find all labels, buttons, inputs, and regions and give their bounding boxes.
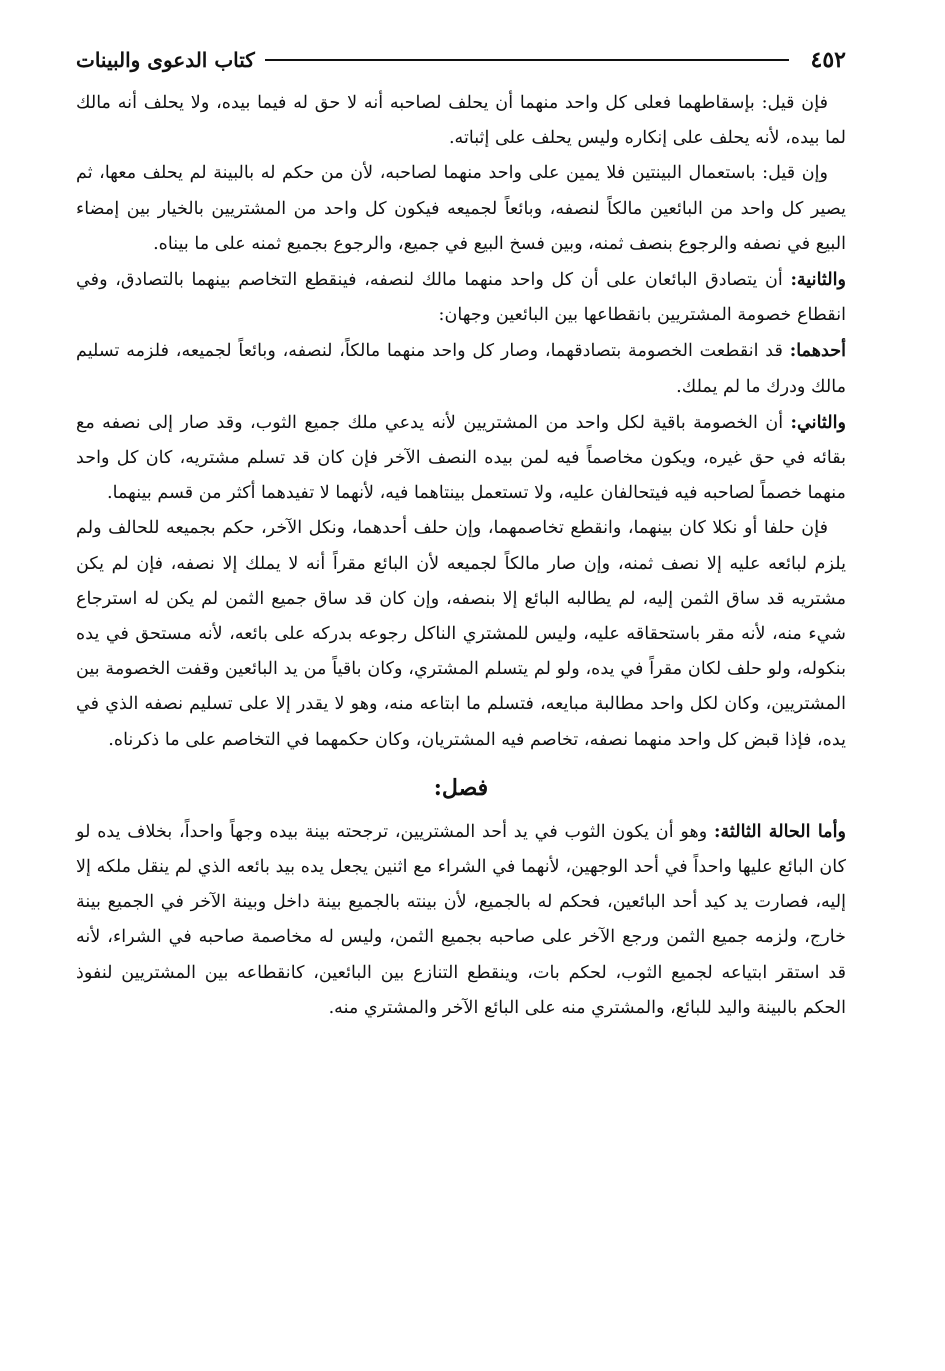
- page-body: [76, 86, 846, 1026]
- book-page: [76, 40, 846, 1026]
- paragraph: [76, 262, 846, 333]
- paragraph: [76, 405, 846, 512]
- paragraph-lead: وأما الحالة الثالثة:: [713, 820, 846, 842]
- paragraph: [76, 333, 846, 404]
- paragraph: [76, 814, 846, 1026]
- paragraph-text: قد انقطعت الخصومة بتصادقهما، وصار كل واحد منهما مالكاً، لنصفه، وبائعاً لجميعه، فلزمه تسليم مالك ودرك ما لم يملك.: [76, 341, 846, 397]
- paragraph: [76, 156, 846, 262]
- paragraph: [76, 511, 846, 757]
- paragraph: [76, 86, 846, 156]
- book-title: كتاب الدعوى والبينات: [76, 48, 255, 72]
- paragraph-text: أن يتصادق البائعان على أن كل واحد منهما مالك لنصفه، فينقطع التخاصم بينهما بالتصادق، وفي انقطاع خصومة المشتريين بانقطاعها بين البائعين وجهان:: [76, 270, 846, 326]
- paragraph-lead: والثانية:: [790, 269, 846, 291]
- paragraph-text: وإن قيل: باستعمال البينتين فلا يمين على واحد منهما لصاحبه، لأن من حكم له بالبينة لم يحلف معها، ثم يصير كل واحد من البائعين مالكاً لنصفه، وبائعاً لجميعه فيكون كل واحد من المشتريين بالخيار بين إمضاء البيع في نصفه والرجوع بنصف ثمنه، وبين فسخ البيع في جميع، والرجوع بجميع ثمنه على ما بيناه.: [76, 163, 846, 254]
- paragraph-text: فإن قيل: بإسقاطهما فعلى كل واحد منهما أن يحلف لصاحبه أنه لا حق له فيما بيده، ولا يحلف أنه مالك لما بيده، لأنه يحلف على إنكاره وليس يحلف على إثباته.: [76, 93, 846, 149]
- page-header: [76, 40, 846, 80]
- paragraph-text: أن الخصومة باقية لكل واحد من المشتريين لأنه يدعي ملك جميع الثوب، وقد صار إلى نصفه مع بقائه في حق غيره، ويكون مخاصماً فيه لمن بيده النصف الآخر فإن كان قد تسلم مشتريه، كان كل واحد منهما خصماً لصاحبه فيه فيتحالفان عليه، ولا تستعمل بينتاهما فيه، لأنهما لا تفيدهما أكثر من قسم بينهما.: [76, 412, 846, 504]
- paragraph-lead: والثاني:: [790, 411, 846, 433]
- paragraph-text: وهو أن يكون الثوب في يد أحد المشتريين، ترجحته بينة بيده وجهاً واحداً، بخلاف يده لو كان البائع عليها واحداً في أحد الوجهين، لأنهما في الشراء مع اثنين يجعل يده بيد بائعه الذي لم ينقل ملكه إلا إليه، فصارت يد كيد أحد البائعين، فحكم له بالجميع، لأن بينته بالجميع بينة داخل وبينة الآخر في الجميع بينة خارج، ولزمه جميع الثمن ورجع الآخر على صاحبه بجميع الثمن، وليس له مخاصمة صاحبه في الشراء، لأنه قد استقر ابتياعه لجميع الثوب، لحكم بات، وينقطع التنازع بين البائعين، كانقطاعه بين المشتريين لنفوذ الحكم بالبينة واليد للبائع، والمشتري منه على البائع الآخر والمشتري منه.: [76, 821, 846, 1018]
- section-title: فصل:: [433, 774, 489, 801]
- paragraph-text: فإن حلفا أو نكلا كان بينهما، وانقطع تخاصمهما، وإن حلف أحدهما، ونكل الآخر، حكم بجميعه للحالف ولم يلزم لبائعه عليه إلا نصف ثمنه، وإن صار مالكاً لجميعه لأن البائع مقراً أنه لا يملك إلا نصفه، فإن لم يكن مشتريه قد ساق الثمن إليه، لم يطالبه البائع إلا بنصفه، وإن كان قد ساق جميع الثمن لم يكن له استرجاع شيء منه، لأنه مقر باستحقاقه عليه، وليس للمشتري الناكل رجوعه بدركه على بائعه، لأنه مستحق في يده بنكوله، ولو حلف لكان مقراً في يده، ولو لم يتسلم المشتري، وكان باقياً من يد البائعين وقفت الخصومة بين المشتريين، وكان لكل واحد مطالبة مبايعه، فتسلم ما ابتاعه منه، وهو لا يقدر إلا على تسليم نصفه الذي في يده، فإذا قبض كل واحد منهما نصفه، تخاصم فيه المشتريان، وكان حكمهما في التخاصم على ما ذكرناه.: [76, 518, 846, 750]
- paragraph-lead: أحدهما:: [789, 340, 847, 362]
- header-rule: [265, 59, 789, 61]
- page-number: ٤٥٢: [810, 47, 846, 73]
